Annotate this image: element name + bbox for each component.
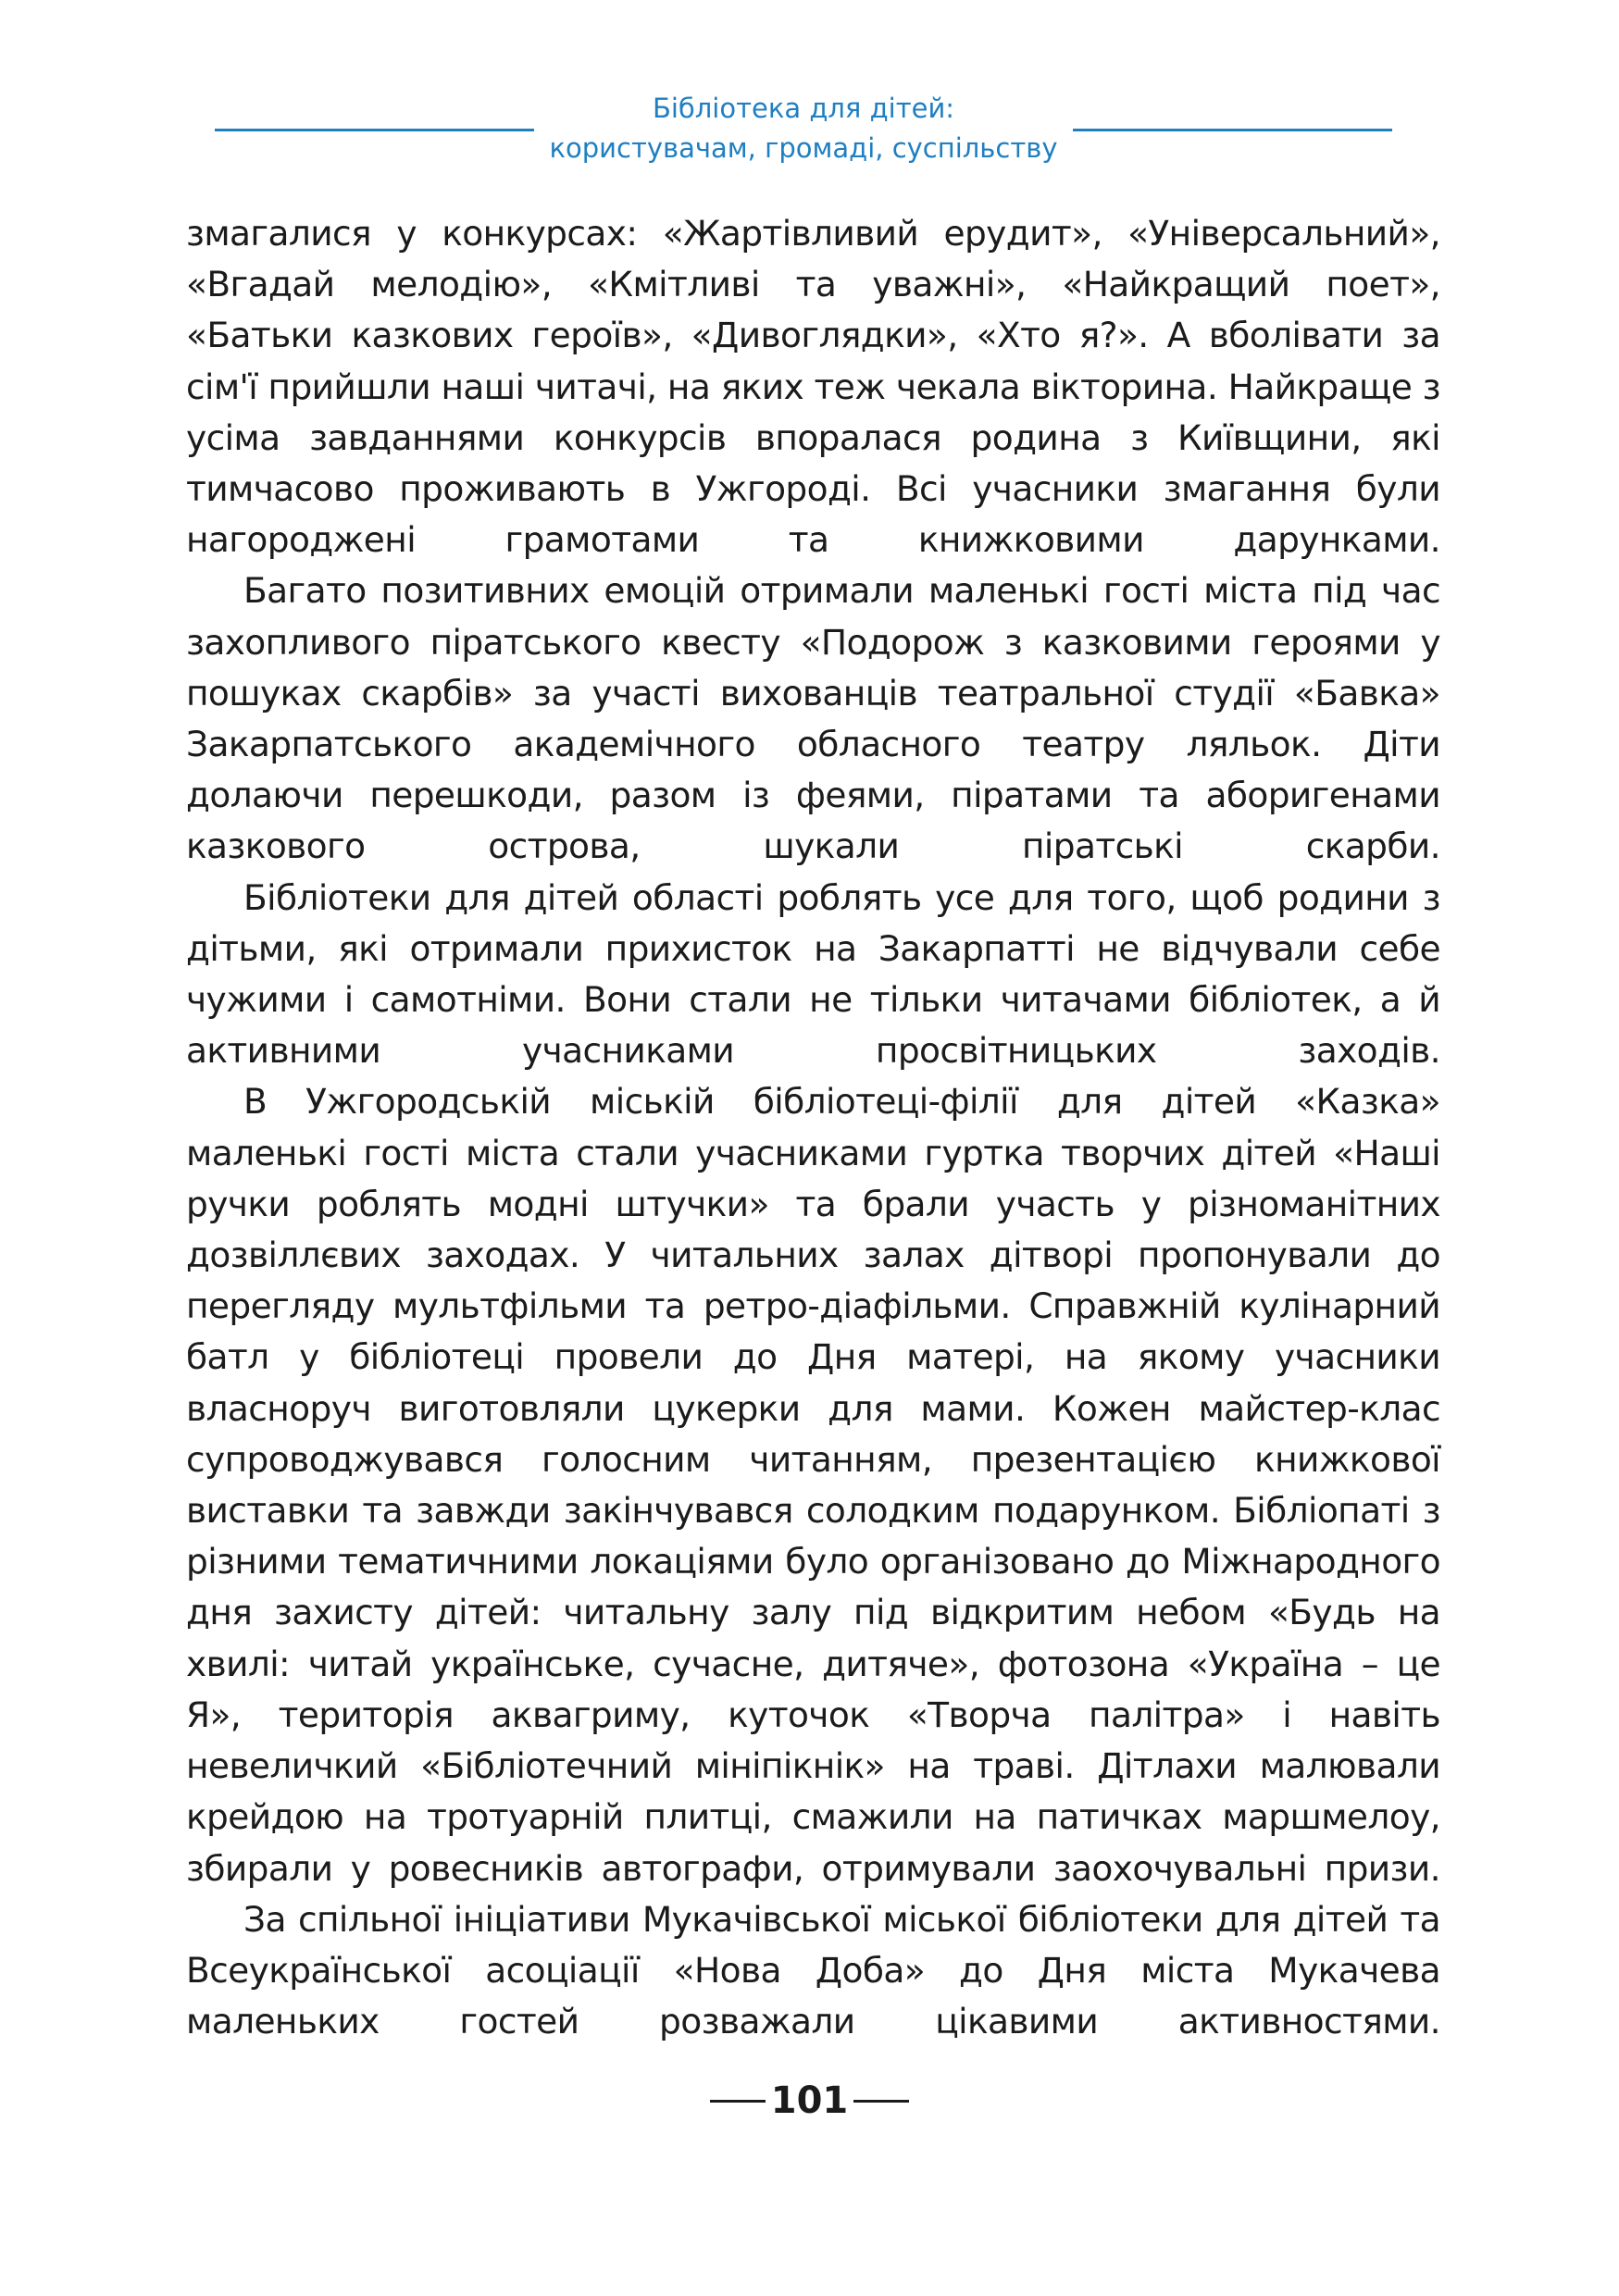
- paragraph-1: змагалися у конкурсах: «Жартівливий ерудит», «Універсальний», «Вгадай мелодію», «Кмітливі та уважні», «Найкращий поет», «Батьки казкових героїв», «Дивоглядки», «Хто я?». А вболівати за сім'ї прийшли наші читачі, на яких теж чекала вікторина. Найкраще з усіма завданнями конкурсів впоралася родина з Київщини, які тимчасово проживають в Ужгороді. Всі учасники змагання були нагороджені грамотами та книжковими дарунками.: [186, 213, 1440, 561]
- page-footer: [0, 2073, 1619, 2128]
- paragraph-3: Бібліотеки для дітей області роблять усе для того, щоб родини з дітьми, які отримали прихисток на Закарпатті не відчували себе чужими і самотніми. Вони стали не тільки читачами бібліотек, а й активними учасниками просвітницьких заходів.: [186, 876, 1440, 1072]
- header-rule-left: [215, 129, 534, 131]
- footer-rule-right: [853, 2100, 909, 2103]
- body-text: [186, 208, 1440, 2047]
- paragraph-2: Багато позитивних емоцій отримали маленькі гості міста під час захопливого піратського квесту «Подорож з казковими героями у пошуках скарбів» за участі вихованців театральної студії «Бавка» Закарпатського академічного обласного театру ляльок. Діти долаючи перешкоди, разом із феями, піратами та аборигенами казкового острова, шукали піратські скарби.: [186, 570, 1440, 867]
- page-number: 101: [770, 2079, 849, 2122]
- header-rule-right: [1073, 129, 1392, 131]
- running-header: [215, 89, 1392, 172]
- footer-rule-left: [710, 2100, 766, 2103]
- header-title-line-1: Бібліотека для дітей:: [652, 93, 955, 124]
- paragraph-4: В Ужгородській міській бібліотеці-філії для дітей «Казка» маленькі гості міста стали учасниками гуртка творчих дітей «Наші ручки роблять модні штучки» та брали участь у різноманітних дозвіллєвих заходах. У читальних залах дітворі пропонували до перегляду мультфільми та ретро-діафільми. Справжній кулінарний батл у бібліотеці провели до Дня матері, на якому учасники власноруч виготовляли цукерки для мами. Кожен майстер-клас супроводжувався голосним читанням, презентацією книжкової виставки та завжди закінчувався солодким подарунком. Бібліопаті з різними тематичними локаціями було організовано до Міжнародного дня захисту дітей: читальну залу під відкритим небом «Будь на хвилі: читай українське, сучасне, дитяче», фотозона «Україна – це Я», територія аквагриму, куточок «Творча палітра» і навіть невеличкий «Бібліотечний мініпікнік» на траві. Дітлахи малювали крейдою на тротуарній плитці, смажили на патичках маршмелоу, збирали у ровесників автографи, отримували заохочувальні призи.: [186, 1081, 1440, 1889]
- header-title-line-2: користувачам, громаді, суспільству: [549, 132, 1058, 164]
- paragraph-5: За спільної ініціативи Мукачівської міської бібліотеки для дітей та Всеукраїнської асоціації «Нова Доба» до Дня міста Мукачева маленьких гостей розважали цікавими активностями.: [186, 1898, 1440, 2042]
- header-title: [534, 89, 1073, 168]
